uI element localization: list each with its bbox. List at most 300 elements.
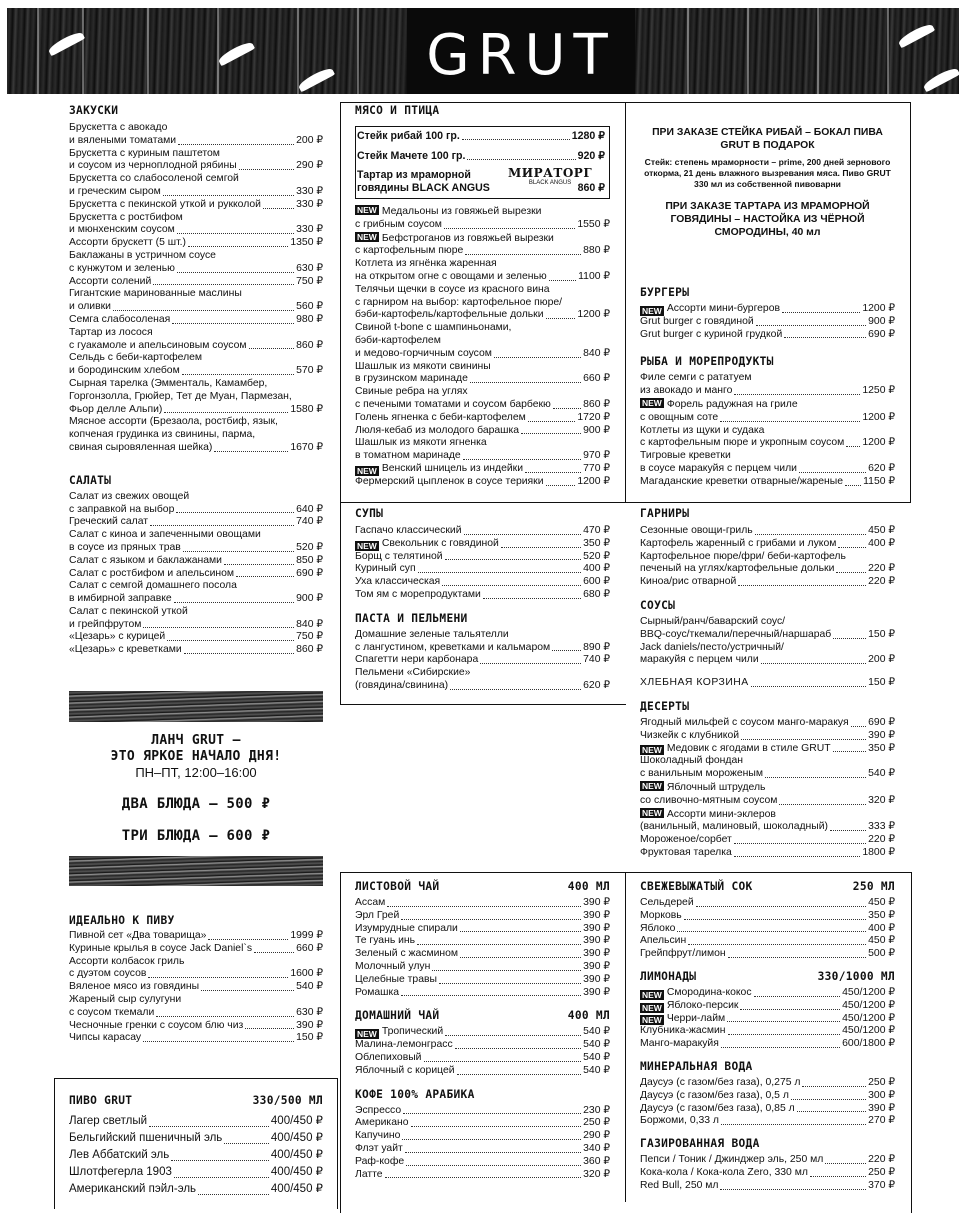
- item-name: Клубника-жасмин: [640, 1025, 726, 1037]
- price: 840 ₽: [583, 347, 610, 359]
- leader-dots: [148, 977, 288, 978]
- item-name: и соусом из черноплодной рябины: [69, 160, 237, 172]
- bird-icon: [297, 66, 335, 93]
- item-name: Куриные крылья в соусе Jack Daniel`s: [69, 942, 253, 954]
- item-name: Шоколадный фондан: [640, 755, 743, 767]
- beer-snacks-list: [69, 930, 323, 1045]
- price: 850 ₽: [296, 554, 323, 566]
- item-name: с картофельным пюре и укропным соусом: [640, 437, 845, 449]
- item-name: Спагетти нери карбонара: [355, 654, 479, 666]
- item-name: и грейпфрутом: [69, 618, 142, 630]
- price: 860 ₽: [577, 182, 605, 194]
- menu-item: [69, 1020, 323, 1033]
- menu-item: [640, 1013, 895, 1026]
- price: 400/450 ₽: [270, 1132, 323, 1144]
- leader-dots: [501, 547, 581, 548]
- section-title: СУПЫ: [355, 507, 384, 520]
- leader-dots: [153, 284, 294, 285]
- menu-item: [69, 237, 323, 250]
- item-name: Jack daniels/песто/устричный/: [640, 641, 784, 653]
- new-badge: NEW: [357, 465, 377, 476]
- price: 860 ₽: [296, 339, 323, 351]
- menu-item: [355, 1105, 610, 1118]
- menu-item: [355, 1052, 610, 1065]
- item-name: Том ям с морепродуктами: [355, 588, 481, 600]
- bird-icon: [897, 22, 935, 49]
- leader-dots: [254, 952, 294, 953]
- leader-dots: [417, 944, 581, 945]
- price: 470 ₽: [583, 525, 610, 536]
- new-badge: NEW: [357, 231, 377, 242]
- price: 200 ₽: [868, 654, 895, 666]
- lunch-subtitle: ЭТО ЯРКОЕ НАЧАЛО ДНЯ!: [110, 749, 282, 764]
- leader-dots: [432, 970, 581, 971]
- price: 270 ₽: [868, 1115, 895, 1127]
- leader-dots: [150, 525, 294, 526]
- price: 570 ₽: [296, 365, 323, 377]
- item-name: Мороженое/сорбет: [640, 834, 732, 846]
- menu-item: [69, 555, 323, 568]
- item-name: копченая грудинка из свинины, парма,: [69, 429, 256, 441]
- price: 390 ₽: [583, 897, 610, 908]
- home-tea-list: [355, 1026, 610, 1077]
- leader-dots: [405, 1152, 581, 1153]
- item-name: «Цезарь» с креветками: [69, 644, 182, 656]
- price: 330 ₽: [296, 224, 323, 236]
- burgers-column: [640, 286, 895, 489]
- menu-item: [69, 1032, 323, 1045]
- price: 230 ₽: [583, 1104, 610, 1116]
- item-name: Картофель жаренный с грибами и луком: [640, 537, 837, 549]
- item-name: с лангустином, креветками и кальмаром: [355, 641, 551, 653]
- divider: [625, 872, 626, 1202]
- menu-item: [69, 1147, 323, 1164]
- item-name: Морковь: [640, 909, 682, 921]
- price: 1670 ₽: [290, 441, 323, 453]
- price: 560 ₽: [296, 301, 323, 313]
- bird-icon: [217, 40, 255, 67]
- section-title: МЯСО И ПТИЦА: [355, 104, 440, 117]
- leader-dots: [411, 1126, 582, 1127]
- menu-item: [69, 148, 323, 174]
- price: 620 ₽: [868, 462, 895, 474]
- wood-strip: [69, 856, 323, 886]
- beer-list-col: [69, 1094, 323, 1198]
- item-name: Чесночные гренки с соусом блю чиз: [69, 1019, 244, 1031]
- leader-dots: [177, 272, 294, 273]
- leader-dots: [463, 459, 581, 460]
- item-name: Red Bull, 250 мл: [640, 1179, 719, 1191]
- leader-dots: [444, 228, 575, 229]
- leader-dots: [741, 739, 866, 740]
- menu-item: [69, 529, 323, 555]
- item-name: в соусе маракуйя с перцем чили: [640, 462, 797, 474]
- menu-item: [640, 1180, 895, 1193]
- menu-item: [355, 386, 610, 412]
- menu-item: [640, 910, 895, 923]
- item-name: «Цезарь» с курицей: [69, 631, 166, 643]
- item-name: Американо: [355, 1117, 409, 1129]
- section-title: ГАЗИРОВАННАЯ ВОДА: [640, 1137, 760, 1151]
- menu-item: [69, 644, 323, 657]
- section-volume: 250 МЛ: [852, 880, 895, 893]
- price: 690 ₽: [868, 716, 895, 728]
- price: 400/450 ₽: [270, 1183, 323, 1195]
- steak-ribeye: Стейк рибай 100 гр.: [357, 130, 460, 142]
- price: 450/1200 ₽: [842, 999, 895, 1011]
- item-name: Боржоми, 0,33 л: [640, 1115, 720, 1127]
- menu-item: [640, 847, 895, 860]
- leader-dots: [201, 990, 294, 991]
- leader-dots: [208, 939, 288, 940]
- menu-item: [640, 987, 895, 1000]
- burgers-list: [640, 303, 895, 341]
- new-badge: NEW: [642, 1002, 662, 1013]
- miratorg-text: МИРАТОРГ: [508, 166, 593, 180]
- leader-dots: [528, 421, 576, 422]
- leader-dots: [465, 254, 581, 255]
- menu-item: [69, 1113, 323, 1130]
- menu-item: [640, 897, 895, 910]
- leader-dots: [696, 906, 867, 907]
- item-name: Филе семги с рататуем: [640, 372, 752, 384]
- price: 290 ₽: [296, 160, 323, 172]
- item-name: Даусуэ (с газом/без газа), 0,85 л: [640, 1102, 795, 1114]
- menu-item: [69, 378, 323, 416]
- leader-dots: [851, 726, 867, 727]
- price: 900 ₽: [583, 424, 610, 436]
- leader-dots: [480, 663, 581, 664]
- item-name: Борщ с телятиной: [355, 550, 443, 562]
- leader-dots: [727, 1021, 840, 1022]
- item-name: Грейпфрут/лимон: [640, 948, 726, 960]
- item-name: и вялеными томатами: [69, 134, 177, 146]
- price: 290 ₽: [583, 1130, 610, 1142]
- soups-list: [355, 525, 610, 602]
- menu-item: [640, 616, 895, 642]
- item-name: Сезонные овощи-гриль: [640, 525, 753, 536]
- leader-dots: [445, 559, 582, 560]
- menu-item: [640, 551, 895, 577]
- item-name: в томатном маринаде: [355, 450, 461, 462]
- menu-item: [640, 1103, 895, 1116]
- price: 400/450 ₽: [270, 1149, 323, 1161]
- price: 390 ₽: [583, 935, 610, 947]
- menu-item: [640, 1025, 895, 1038]
- price: 220 ₽: [868, 1154, 895, 1166]
- item-name: Брускетта с куриным паштетом: [69, 147, 220, 159]
- item-name: Брускетта с авокадо: [69, 122, 168, 133]
- menu-item: [355, 935, 610, 948]
- beer-list: [69, 1113, 323, 1198]
- price: 400/450 ₽: [270, 1166, 323, 1178]
- new-badge: NEW: [642, 397, 662, 408]
- leader-dots: [171, 1160, 269, 1161]
- price: 1150 ₽: [863, 475, 895, 487]
- item-name: (ванильный, малиновый, шоколадный): [640, 821, 829, 833]
- beer-volume: 330/500 МЛ: [252, 1094, 323, 1107]
- leader-dots: [401, 919, 581, 920]
- leader-dots: [546, 485, 576, 486]
- menu-item: [355, 463, 610, 476]
- new-badge: NEW: [642, 807, 662, 818]
- leader-dots: [172, 323, 294, 324]
- item-name: Домашние зеленые тальятелли: [355, 628, 509, 640]
- menu-item: [640, 398, 895, 425]
- price: 250 ₽: [868, 1166, 895, 1178]
- section-title: ДОМАШНИЙ ЧАЙ: [355, 1009, 440, 1023]
- price: 390 ₽: [583, 960, 610, 972]
- soups-column: [355, 507, 610, 693]
- item-name: с картофельным пюре: [355, 245, 464, 257]
- section-title: РЫБА И МОРЕПРОДУКТЫ: [640, 355, 774, 369]
- leader-dots: [688, 944, 866, 945]
- garnish-list: [640, 525, 895, 589]
- price: 860 ₽: [583, 398, 610, 410]
- item-name: с гарниром на выбор: картофельное пюре/: [355, 296, 563, 308]
- price: 600/1800 ₽: [842, 1038, 895, 1050]
- menu-item: [69, 327, 323, 353]
- price: 540 ₽: [868, 768, 895, 780]
- menu-item: [69, 606, 323, 632]
- menu-item: [69, 288, 323, 314]
- item-name: Салат с ростбифом и апельсином: [69, 567, 235, 579]
- item-name: (говядина/свинина): [355, 679, 449, 691]
- price: 540 ₽: [583, 1064, 610, 1076]
- item-name: Латте: [355, 1168, 383, 1180]
- lemonade-list: [640, 987, 895, 1051]
- price: 333 ₽: [868, 821, 895, 833]
- menu-item: [355, 205, 610, 232]
- lunch-title: ЛАНЧ GRUT –: [151, 733, 241, 748]
- item-name: Брускетта со слабосоленой семгой: [69, 173, 239, 185]
- menu-item: [355, 1026, 610, 1039]
- leader-dots: [833, 751, 867, 752]
- item-name: Эрл Грей: [355, 909, 400, 921]
- item-name: Раф-кофе: [355, 1155, 405, 1167]
- promo-block: [640, 126, 895, 239]
- item-name: Черри-лайм: [666, 1012, 726, 1024]
- item-name: в имбирной заправке: [69, 593, 172, 605]
- item-name: с овощным соте: [640, 411, 719, 423]
- item-name: Салат с языком и баклажанами: [69, 554, 222, 566]
- leader-dots: [734, 856, 861, 857]
- item-name: Греческий салат: [69, 516, 149, 528]
- menu-item: [355, 525, 610, 538]
- menu-item: [69, 516, 323, 529]
- leader-dots: [782, 312, 860, 313]
- menu-item: [355, 589, 610, 602]
- leader-dots: [445, 1035, 581, 1036]
- menu-item: [355, 1117, 610, 1130]
- leader-dots: [402, 1139, 581, 1140]
- price: 390 ₽: [583, 922, 610, 934]
- leader-dots: [845, 485, 861, 486]
- price: 220 ₽: [868, 563, 895, 575]
- price: 1250 ₽: [862, 385, 895, 397]
- lunch-two: ДВА БЛЮДА – 500 ₽: [121, 796, 271, 812]
- section-title: СОУСЫ: [640, 598, 676, 612]
- price: 1550 ₽: [577, 218, 610, 230]
- item-name: Люля-кебаб из молодого барашка: [355, 424, 520, 436]
- tea-column: [355, 880, 610, 1181]
- item-name: Малина-лемонграсс: [355, 1039, 453, 1051]
- new-badge: NEW: [642, 745, 662, 756]
- item-name: Апельсин: [640, 935, 687, 947]
- item-name: Яблочный с корицей: [355, 1064, 455, 1076]
- leader-dots: [830, 830, 866, 831]
- menu-item: [640, 316, 895, 329]
- menu-item: [355, 948, 610, 961]
- menu-item: [355, 437, 610, 463]
- item-name: Яблочный штрудель: [666, 781, 766, 793]
- promo-note: 330 мл из собственной пивоварни: [694, 179, 841, 189]
- price: 600 ₽: [583, 576, 610, 588]
- item-name: Магаданские креветки отварные/жареные: [640, 475, 844, 487]
- menu-item: [355, 987, 610, 1000]
- item-name: с заправкой на выбор: [69, 503, 175, 515]
- item-name: Смородина-кокос: [666, 986, 752, 998]
- leader-dots: [143, 1041, 294, 1042]
- price: 390 ₽: [583, 909, 610, 921]
- item-name: в соусе из пряных трав: [69, 541, 181, 553]
- bird-icon: [922, 66, 959, 93]
- price: 220 ₽: [868, 576, 895, 588]
- price: 740 ₽: [583, 654, 610, 666]
- price: 660 ₽: [583, 373, 610, 385]
- item-name: Целебные травы: [355, 973, 437, 985]
- price: 1200 ₽: [577, 475, 610, 487]
- price: 680 ₽: [583, 588, 610, 600]
- item-name: Шашлык из мякоти ягненка: [355, 437, 487, 449]
- item-name: Тартар из лосося: [69, 326, 153, 338]
- item-name: Киноа/рис отварной: [640, 576, 737, 588]
- tartar-line1: Тартар из мраморной: [357, 169, 471, 181]
- price: 1100 ₽: [578, 270, 610, 282]
- menu-item: [69, 568, 323, 581]
- promo-text: GRUT В ПОДАРОК: [720, 140, 815, 151]
- leader-dots: [183, 551, 294, 552]
- price: 450/1200 ₽: [842, 1012, 895, 1024]
- menu-item: [640, 525, 895, 538]
- desserts-list: [640, 717, 895, 860]
- leader-dots: [167, 640, 294, 641]
- menu-item: [355, 322, 610, 360]
- leader-dots: [755, 534, 866, 535]
- new-badge: NEW: [357, 1029, 377, 1040]
- leader-dots: [791, 1099, 866, 1100]
- menu-item: [640, 743, 895, 756]
- item-name: и бородинским хлебом: [69, 365, 180, 377]
- price: 770 ₽: [583, 462, 610, 474]
- leader-dots: [552, 650, 581, 651]
- leader-dots: [239, 169, 294, 170]
- item-name: Яблоко: [640, 922, 676, 934]
- tartar-line2: говядины BLACK ANGUS: [357, 182, 490, 194]
- menu-item: [355, 1143, 610, 1156]
- leader-dots: [470, 382, 581, 383]
- item-name: Телячьи щечки в соусе из красного вина: [355, 283, 550, 295]
- leader-dots: [494, 357, 581, 358]
- item-name: с кунжутом и зеленью: [69, 262, 175, 274]
- menu-item: [69, 580, 323, 606]
- price: 390 ₽: [296, 1019, 323, 1031]
- leader-dots: [684, 919, 866, 920]
- header-banner: [7, 8, 959, 94]
- sauces-list: [640, 616, 895, 667]
- leader-dots: [424, 1061, 582, 1062]
- promo-note: откорма, 21 день влажного вызревания мяса. Пиво GRUT: [644, 168, 891, 178]
- section-volume: 400 МЛ: [567, 880, 610, 893]
- leader-dots: [734, 394, 860, 395]
- leader-dots: [439, 983, 581, 984]
- item-name: Чипсы карасау: [69, 1032, 142, 1044]
- leader-dots: [546, 318, 576, 319]
- price: 1600 ₽: [290, 968, 323, 980]
- item-name: бэби-картофель/картофельные дольки: [355, 309, 544, 321]
- item-name: Ассорти солений: [69, 275, 152, 287]
- menu-item: [640, 923, 895, 936]
- price: 1280 ₽: [571, 130, 605, 142]
- leader-dots: [802, 1086, 866, 1087]
- leader-dots: [177, 233, 294, 234]
- promo-text: ПРИ ЗАКАЗЕ ТАРТАРА ИЗ МРАМОРНОЙ: [665, 201, 870, 212]
- item-name: Мясное ассорти (Брезаола, ростбиф, язык,: [69, 416, 278, 428]
- logo: GRUT: [426, 23, 616, 88]
- price: 450/1200 ₽: [842, 1025, 895, 1037]
- price: 400 ₽: [583, 563, 610, 575]
- divider: [910, 102, 911, 502]
- leader-dots: [483, 598, 581, 599]
- menu-item: [69, 250, 323, 276]
- leader-dots: [450, 689, 581, 690]
- price: 630 ₽: [296, 262, 323, 274]
- item-name: Котлета из ягнёнка жаренная: [355, 258, 497, 270]
- item-name: Облепиховый: [355, 1051, 422, 1063]
- leader-dots: [756, 325, 866, 326]
- menu-item: [355, 538, 610, 551]
- leader-dots: [214, 451, 288, 452]
- item-name: Салат с семгой домашнего посола: [69, 580, 237, 592]
- price: 450 ₽: [868, 935, 895, 947]
- price: 400 ₽: [868, 922, 895, 934]
- price: 980 ₽: [296, 313, 323, 325]
- section-title: ЛИМОНАДЫ: [640, 969, 697, 983]
- item-name: Эспрессо: [355, 1104, 402, 1116]
- menu-item: [69, 276, 323, 289]
- price: 400/450 ₽: [270, 1115, 323, 1127]
- item-name: Даусуэ (с газом/без газа), 0,275 л: [640, 1076, 801, 1088]
- section-title: МИНЕРАЛЬНАЯ ВОДА: [640, 1059, 753, 1073]
- new-badge: NEW: [642, 1015, 662, 1026]
- price: 340 ₽: [583, 1142, 610, 1154]
- item-name: Зеленый с жасмином: [355, 948, 459, 960]
- menu-item: [640, 372, 895, 398]
- section-title: БУРГЕРЫ: [640, 286, 690, 299]
- item-name: Куриный суп: [355, 563, 416, 575]
- item-name: Сырный/ранч/баварский соус/: [640, 615, 786, 627]
- wood-strip: [69, 691, 323, 722]
- new-badge: NEW: [357, 205, 377, 215]
- price: 350 ₽: [583, 537, 610, 549]
- pasta-list: [355, 629, 610, 693]
- miratorg-sub: BLACK ANGUS: [528, 180, 572, 186]
- leader-dots: [460, 957, 581, 958]
- leader-dots: [761, 663, 867, 664]
- item-name: Котлеты из щуки и судака: [640, 424, 765, 436]
- menu-item: [69, 212, 323, 238]
- price: 1350 ₽: [290, 237, 323, 249]
